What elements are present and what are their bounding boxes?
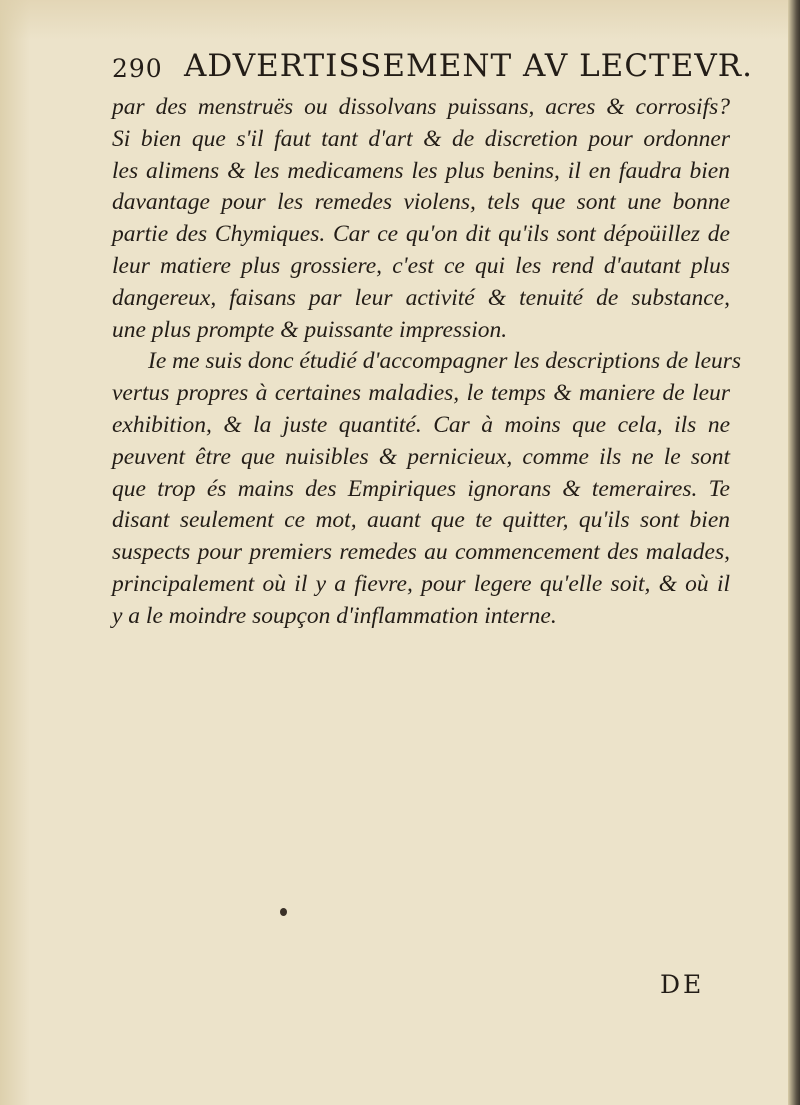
text-line: peuvent être que nuisibles & pernicieux, comme ils ne le sont [112,443,730,470]
text-line: disant seulement ce mot, auant que te quitter, qu'ils sont bien [112,507,730,534]
text-line: exhibition, & la juste quantité. Car à moins que cela, ils ne [112,411,730,438]
text-line: que trop és mains des Empiriques ignorans & temeraires. Te [112,475,730,502]
text-line: davantage pour les remedes violens, tels que sont une bonne [112,189,730,216]
paragraph-2 [112,346,742,632]
text-line: partie des Chymiques. Car ce qu'on dit qu'ils sont dépoüillez de [112,221,730,248]
text-line: leur matiere plus grossiere, c'est ce qui les rend d'autant plus [112,252,730,279]
running-head: ADVERTISSEMENT AV LECTEVR. [184,48,753,84]
page-number: 290 [112,54,163,83]
text-line: principalement où il y a fievre, pour legere qu'elle soit, & où il [112,570,730,597]
paper-stain-left [0,0,30,1105]
text-line: vertus propres à certaines maladies, le temps & maniere de leur [112,380,730,407]
text-line: une plus prompte & puissante impression. [112,316,508,343]
text-line: les alimens & les medicamens les plus benins, il en faudra bien [112,157,730,184]
ink-speck [280,908,287,916]
text-line: y a le moindre soupçon d'inflammation interne. [112,602,557,629]
text-line: Si bien que s'il faut tant d'art & de discretion pour ordonner [112,125,730,152]
text-line: par des menstruës ou dissolvans puissans, acres & corrosifs? [112,94,730,120]
text-line: dangereux, faisans par leur activité & tenuité de substance, [112,284,730,311]
page-header [112,44,753,88]
text-line: suspects pour premiers remedes au commencement des malades, [112,539,730,566]
body-text [112,92,742,633]
catchword: DE [660,970,705,999]
page-edge-shadow [788,0,800,1105]
paper-stain-top [0,0,800,40]
paragraph-1 [112,92,730,346]
text-line: Ie me suis donc étudié d'accompagner les descriptions de leurs [148,348,742,375]
